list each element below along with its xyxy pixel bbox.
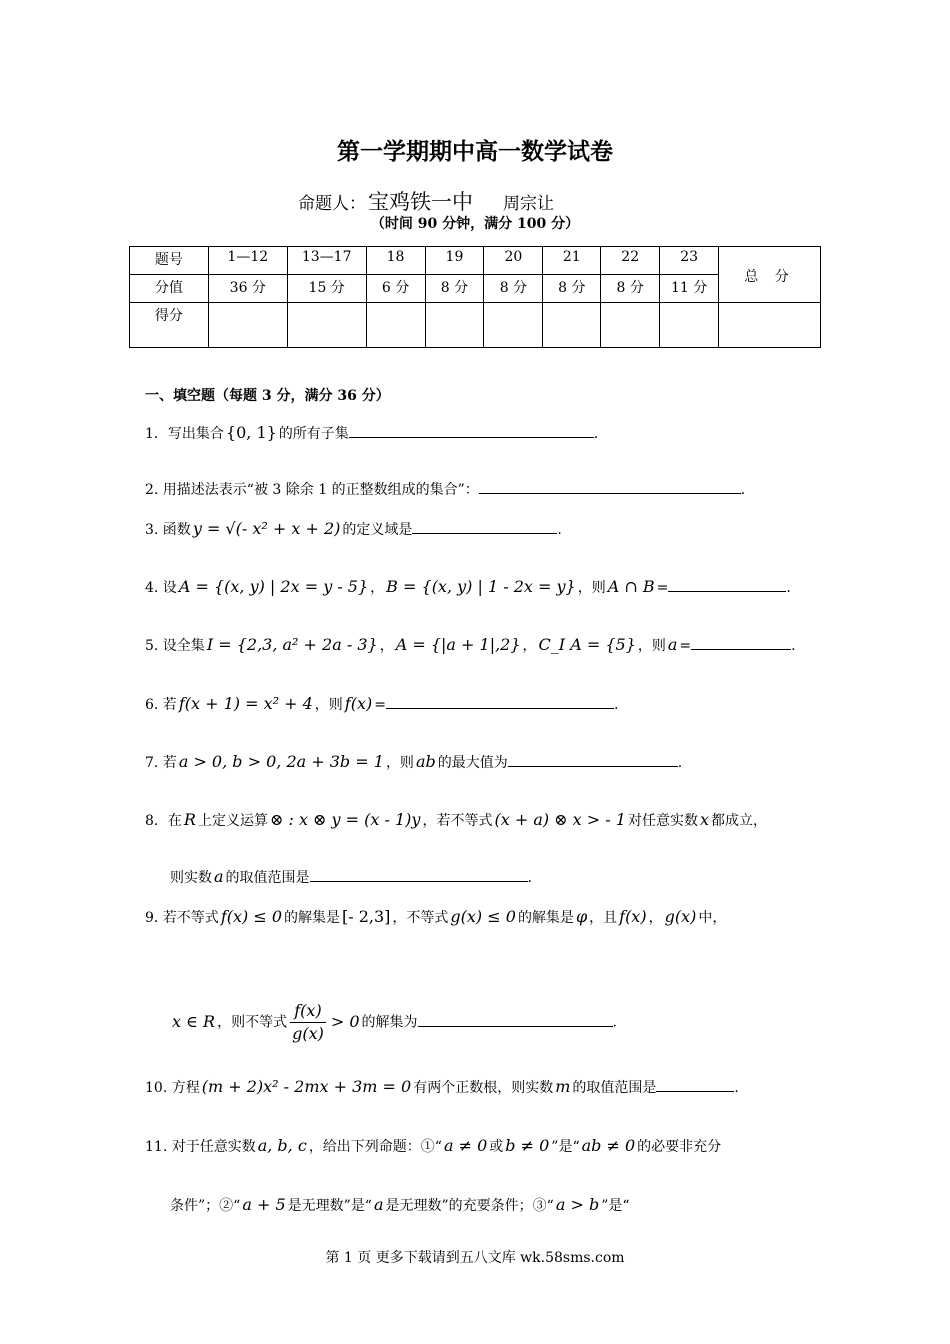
q9-math: g(x) ≤ 0 <box>450 907 516 926</box>
q8-text: 的取值范围是 <box>225 870 310 886</box>
q5-math: A = {|a + 1|,2} <box>395 635 521 654</box>
answer-blank[interactable] <box>386 694 614 709</box>
q8-math: (x + a) ⊗ x > - 1 <box>494 810 626 829</box>
q9-text: 9. 若不等式 <box>145 910 219 926</box>
score-entry-cell[interactable] <box>366 303 425 348</box>
q11-text: ”是“ <box>601 1198 630 1214</box>
q11-math: a > b <box>555 1195 600 1214</box>
q9-math: [- 2,3] <box>342 907 391 926</box>
time-info: （时间 90 分钟，满分 100 分） <box>370 216 580 232</box>
row-label: 得分 <box>130 303 209 348</box>
author-school: 宝鸡铁一中 <box>368 190 473 214</box>
q9-text: 的解集是 <box>284 910 340 926</box>
question-number-cell: 23 <box>660 247 719 275</box>
answer-blank[interactable] <box>656 1077 734 1092</box>
q5-text: = <box>679 638 692 654</box>
q8-end: . <box>527 870 532 886</box>
points-cell: 15 分 <box>287 275 366 303</box>
q9-math: f(x) ≤ 0 <box>220 907 282 926</box>
answer-blank[interactable] <box>349 423 594 438</box>
q4-math: B = {(x, y) | 1 - 2x = y} <box>386 577 576 596</box>
q9-math: > 0 <box>330 1011 360 1031</box>
points-cell: 36 分 <box>208 275 287 303</box>
score-entry-cell[interactable] <box>543 303 601 348</box>
q1-text: 1．写出集合 <box>145 426 224 442</box>
q2-text: 2. 用描述法表示“被 3 除余 1 的正整数组成的集合”： <box>145 482 479 498</box>
author-line <box>298 186 554 216</box>
q9-text: 的解集为 <box>361 1014 418 1031</box>
q11-text: 的必要非充分 <box>637 1139 722 1155</box>
points-cell: 6 分 <box>366 275 425 303</box>
q11-text: 是无理数”的充要条件；③“ <box>385 1198 554 1214</box>
q11-math: a + 5 <box>242 1195 286 1214</box>
q6-end: . <box>613 697 619 713</box>
question-number-cell: 19 <box>425 247 484 275</box>
q11-math: a <box>373 1195 384 1214</box>
q5-text: ，则 <box>637 638 666 654</box>
q8-math: R <box>183 810 196 829</box>
q1-math: {0, 1} <box>225 423 277 442</box>
question-number-cell: 20 <box>484 247 543 275</box>
fraction-denominator: g(x) <box>292 1024 324 1043</box>
score-entry-cell[interactable] <box>660 303 719 348</box>
q11-text: 或 <box>489 1139 504 1155</box>
q6-text: = <box>374 697 386 713</box>
q7-text: 7. 若 <box>145 755 177 771</box>
q11-text: ，给出下列命题：①“ <box>308 1139 442 1155</box>
q9-text: 的解集是 <box>517 910 574 926</box>
q9-math: x ∈ R <box>172 1011 216 1031</box>
q1-end: . <box>593 426 599 442</box>
q9-math: φ <box>575 907 588 926</box>
author-label: 命题人： <box>298 194 366 214</box>
q5-math: I = {2,3, a² + 2a - 3} <box>206 635 378 654</box>
q4-end: . <box>786 580 791 596</box>
question-8 <box>145 809 767 832</box>
q3-text: 的定义域是 <box>342 522 413 538</box>
page-title: 第一学期期中高一数学试卷 <box>337 138 613 165</box>
q11-math: b ≠ 0 <box>505 1136 550 1155</box>
q9-fraction <box>290 1000 326 1045</box>
q4-text: 4. 设 <box>145 580 177 596</box>
q9-text: 中， <box>698 910 727 926</box>
question-number-cell: 1—12 <box>208 247 287 275</box>
q5-end: . <box>791 638 796 654</box>
q5-math: C_I A = {5} <box>538 635 636 654</box>
score-entry-cell[interactable] <box>601 303 660 348</box>
q7-end: . <box>677 755 683 771</box>
q8-math: x <box>699 810 709 829</box>
question-number-cell: 18 <box>366 247 425 275</box>
author-teacher: 周宗让 <box>503 194 554 214</box>
q8-math: a <box>214 867 224 886</box>
q10-end: . <box>734 1080 739 1096</box>
section-heading: 一、填空题（每题 3 分，满分 36 分） <box>145 388 390 404</box>
q8-text: 上定义运算 <box>197 813 268 829</box>
q9-text: ，不等式 <box>392 910 449 926</box>
q10-math: (m + 2)x² - 2mx + 3m = 0 <box>201 1077 412 1096</box>
points-cell: 11 分 <box>660 275 719 303</box>
q8-text: 8．在 <box>145 813 182 829</box>
q11-text: ”是“ <box>551 1139 580 1155</box>
q8-text: 都成立， <box>710 813 767 829</box>
question-number-cell: 13—17 <box>287 247 366 275</box>
q9-end: . <box>612 1014 617 1031</box>
score-entry-cell[interactable] <box>425 303 484 348</box>
q11-math: a ≠ 0 <box>443 1136 488 1155</box>
question-3 <box>145 518 562 541</box>
total-score-entry-cell[interactable] <box>719 303 821 348</box>
question-5 <box>145 634 796 657</box>
q8-text: 对任意实数 <box>627 813 698 829</box>
q11-math: a, b, c <box>257 1136 307 1155</box>
q2-end: . <box>740 482 746 498</box>
q8-math: ⊗ : x ⊗ y = (x - 1)y <box>269 810 421 829</box>
q11-text: 11. 对于任意实数 <box>145 1139 256 1155</box>
fraction-numerator: f(x) <box>290 1000 326 1023</box>
answer-blank[interactable] <box>310 867 528 882</box>
answer-blank[interactable] <box>508 752 678 767</box>
q5-text: ， <box>522 638 537 654</box>
q5-text: 5. 设全集 <box>145 638 205 654</box>
q11-text: 是无理数”是“ <box>287 1198 372 1214</box>
q3-math: y = √(- x² + x + 2) <box>192 519 341 538</box>
q5-math: a <box>667 635 678 654</box>
q10-text: 有两个正数根，则实数 <box>413 1080 554 1096</box>
question-6 <box>145 693 618 716</box>
q9-text: ，则不等式 <box>217 1014 288 1031</box>
q6-math: f(x) <box>344 694 373 713</box>
q8-text: 则实数 <box>170 870 212 886</box>
row-label: 分值 <box>130 275 209 303</box>
q10-text: 10. 方程 <box>145 1080 200 1096</box>
question-number-cell: 21 <box>543 247 601 275</box>
q11-text: 条件”；②“ <box>170 1198 241 1214</box>
answer-blank[interactable] <box>479 479 741 494</box>
points-cell: 8 分 <box>601 275 660 303</box>
q6-math: f(x + 1) = x² + 4 <box>178 694 313 713</box>
question-10 <box>145 1076 739 1099</box>
q10-math: m <box>555 1077 571 1096</box>
q4-text: ， <box>370 580 385 596</box>
question-number-cell: 22 <box>601 247 660 275</box>
answer-blank[interactable] <box>418 1012 613 1027</box>
question-2 <box>145 479 745 501</box>
total-score-label: 总 分 <box>719 247 821 303</box>
q4-math: A = {(x, y) | 2x = y - 5} <box>178 577 369 596</box>
q11-math: ab ≠ 0 <box>581 1136 636 1155</box>
points-cell: 8 分 <box>484 275 543 303</box>
points-cell: 8 分 <box>425 275 484 303</box>
answer-blank[interactable] <box>691 635 791 650</box>
q4-text: ，则 <box>577 580 606 596</box>
score-table <box>129 246 821 348</box>
row-label: 题号 <box>130 247 209 275</box>
q7-text: ，则 <box>385 755 414 771</box>
answer-blank[interactable] <box>412 519 557 534</box>
question-7 <box>145 751 682 774</box>
q4-text: = <box>656 580 669 596</box>
q6-text: ，则 <box>314 697 343 713</box>
q4-math: A ∩ B <box>607 577 655 596</box>
q3-end: . <box>557 522 562 538</box>
q8-text: ，若不等式 <box>422 813 493 829</box>
question-4 <box>145 576 791 599</box>
q10-text: 的取值范围是 <box>572 1080 657 1096</box>
page-footer: 第 1 页 更多下载请到五八文库 wk.58sms.com <box>325 1250 625 1266</box>
q6-text: 6. 若 <box>145 697 177 713</box>
question-11-line2 <box>170 1194 630 1217</box>
score-entry-cell[interactable] <box>208 303 287 348</box>
question-9 <box>145 906 726 929</box>
q3-text: 3. 函数 <box>145 522 191 538</box>
question-8-line2 <box>170 866 532 889</box>
q7-text: 的最大值为 <box>437 755 508 771</box>
question-9-line2 <box>170 1000 617 1045</box>
score-entry-cell[interactable] <box>287 303 366 348</box>
q7-math: ab <box>415 752 436 771</box>
score-entry-cell[interactable] <box>484 303 543 348</box>
question-11 <box>145 1135 721 1158</box>
q5-text: ， <box>379 638 394 654</box>
q9-math: g(x) <box>664 907 697 926</box>
q7-math: a > 0, b > 0, 2a + 3b = 1 <box>178 752 384 771</box>
answer-blank[interactable] <box>668 577 786 592</box>
points-cell: 8 分 <box>543 275 601 303</box>
q9-text: ，且 <box>589 910 618 926</box>
q9-text: ， <box>648 910 663 926</box>
question-1 <box>145 422 598 445</box>
q9-math: f(x) <box>619 907 647 926</box>
q1-text: 的所有子集 <box>278 426 349 442</box>
